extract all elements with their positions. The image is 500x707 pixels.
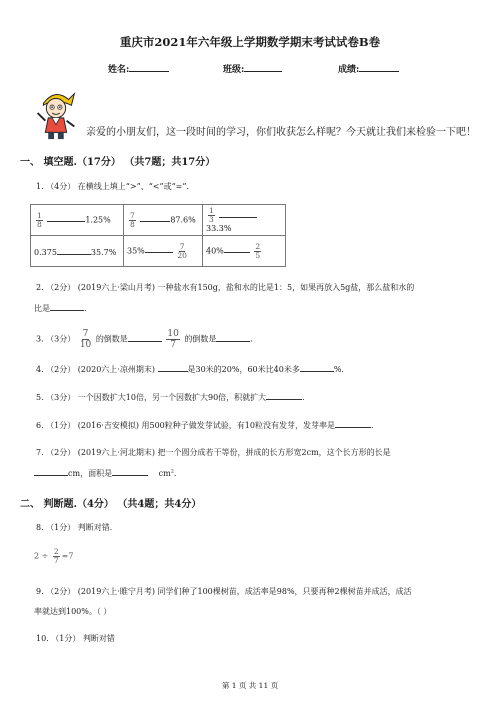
answer-blank[interactable] <box>57 246 91 255</box>
q2-line2: 比是 . <box>34 304 87 313</box>
q7-line2: cm，面积是 $cm^2$. <box>34 467 176 479</box>
answer-blank[interactable] <box>219 209 257 218</box>
score-label: 成绩: <box>338 65 360 75</box>
fraction: $\frac{1}{8}$ <box>37 210 42 229</box>
answer-blank[interactable] <box>47 213 85 222</box>
fraction: $\frac{7}{8}$ <box>130 210 135 229</box>
answer-blank[interactable] <box>300 363 334 372</box>
table-row <box>31 205 286 236</box>
mascot-illustration <box>26 84 84 142</box>
table-cell: 0.375 35.7% <box>31 236 124 267</box>
answer-blank[interactable] <box>50 302 84 311</box>
score-blank[interactable] <box>359 62 399 72</box>
q4-text: 4. （2分） (2020六上·凉州期末) 是30米的20%，60米比40米多 %. <box>36 365 344 374</box>
table-cell: 40% $\frac{2}{5}$ <box>203 236 286 267</box>
q7-line1: 7. （2分） (2019六上·河北期末) 把一个圆分成若干等份，拼成的长方形宽2cm，这个长方形的长是 <box>36 448 391 457</box>
q6-text: 6. （1分） (2016·吉安模拟) 用500粒种子做发芽试验，有10粒没有发芽，发芽率是 . <box>36 421 374 430</box>
greeting-text: 亲爱的小朋友们，这一段时间的学习，你们收获怎么样呢？今天就让我们来检验一下吧！ <box>86 127 476 138</box>
page-title: 重庆市2021年六年级上学期数学期末考试试卷B卷 <box>119 35 381 49</box>
fraction: $\frac{7}{20}$ <box>177 241 187 260</box>
answer-blank[interactable] <box>140 213 170 222</box>
fraction: $\frac{1}{3}$ <box>209 206 214 224</box>
name-field <box>108 62 169 75</box>
class-field <box>223 62 282 75</box>
page-footer: 第 1 页 共 11 页 <box>221 681 279 690</box>
q2-line1: 2. （2分） (2019六上·梁山月考) 一种盐水有150g，盐和水的比是1：5，如果再放入5g盐，那么盐和水的 <box>36 283 415 292</box>
answer-blank[interactable] <box>335 419 371 428</box>
answer-blank[interactable] <box>112 467 148 476</box>
table-cell: $\frac{1}{3}$ 33.3% <box>203 205 286 236</box>
answer-blank[interactable] <box>34 467 68 476</box>
fraction: $\frac{2}{7}$ <box>53 547 59 565</box>
q1-stem: 1. （4分） 在横线上填上“>”、“<”或“=”. <box>36 182 189 191</box>
section1-heading: 一、 填空题.（17分） （共7题；共17分） <box>20 157 216 168</box>
name-label: 姓名: <box>108 65 130 75</box>
table-cell: 35% $\frac{7}{20}$ <box>124 236 203 267</box>
table-cell: $\frac{1}{8}$ 1.25% <box>31 205 124 236</box>
class-label: 班级: <box>223 65 245 75</box>
name-blank[interactable] <box>129 62 169 72</box>
q9-line2: 率就达到100%。（ ） <box>34 607 112 616</box>
answer-blank[interactable] <box>158 363 188 372</box>
answer-blank[interactable] <box>216 333 250 342</box>
class-blank[interactable] <box>244 62 282 72</box>
table-cell: $\frac{7}{8}$ 87.6% <box>124 205 203 236</box>
fraction: $\frac{2}{5}$ <box>255 241 261 260</box>
q9-line1: 9. （2分） (2019六上·睢宁月考) 同学们种了100棵树苗，成活率是98%，只要再种2棵树苗并成活，成活 <box>36 587 412 596</box>
q3-text: 3. （3分） $\frac{7}{10}$ 的倒数是 $\frac{10}{7}$ 的倒数是 . <box>36 329 253 350</box>
comparison-table <box>30 204 286 267</box>
score-field <box>338 62 399 75</box>
answer-blank[interactable] <box>128 333 162 342</box>
fraction: $\frac{7}{10}$ <box>79 329 92 350</box>
answer-blank[interactable] <box>266 391 302 400</box>
answer-blank[interactable] <box>145 244 173 253</box>
answer-blank[interactable] <box>224 244 250 253</box>
fraction: $\frac{10}{7}$ <box>167 329 179 350</box>
q8-expression: 2 ÷ $\frac{2}{7}$ =7 <box>34 547 74 565</box>
q8-stem: 8. （1分） 判断对错. <box>36 523 113 532</box>
section2-heading: 二、 判断题.（4分） （共4题；共4分） <box>20 499 202 510</box>
q5-text: 5. （3分） 一个因数扩大10倍，另一个因数扩大90倍，积就扩大 . <box>36 393 305 402</box>
table-row <box>31 236 286 267</box>
q10-stem: 10. （1分） 判断对错 <box>36 634 115 643</box>
